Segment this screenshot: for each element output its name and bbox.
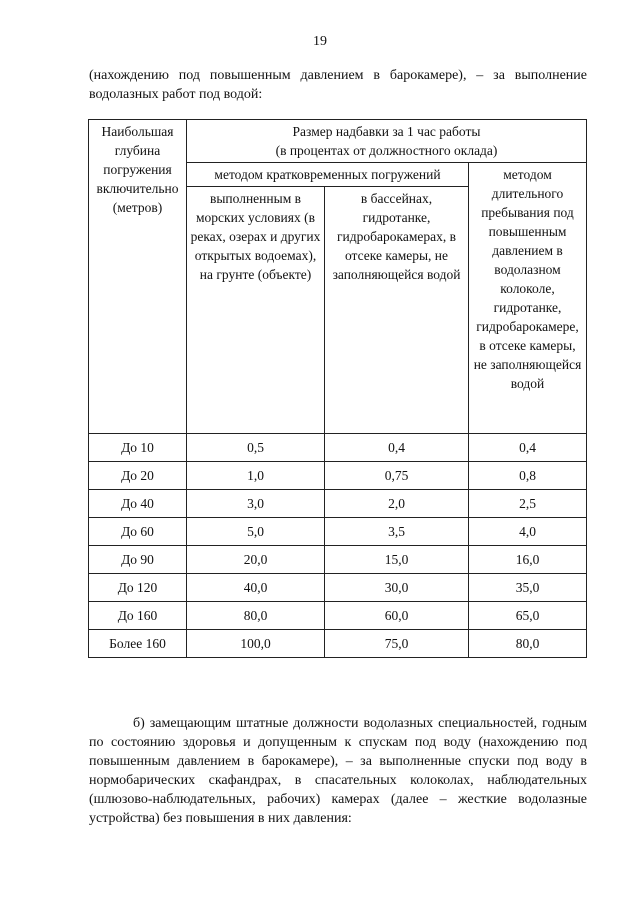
- allowance-header-line2: (в процентах от должностного оклада): [275, 143, 498, 158]
- pool-value-cell: 15,0: [325, 546, 469, 574]
- long-value-cell: 65,0: [469, 602, 587, 630]
- long-value-cell: 16,0: [469, 546, 587, 574]
- pool-value-cell: 3,5: [325, 518, 469, 546]
- pool-value-cell: 0,4: [325, 434, 469, 462]
- long-value-cell: 2,5: [469, 490, 587, 518]
- long-stay-method-header: методом длительного пребывания под повышенным давлением в водолазном колоколе, гидротанке, гидробарокамере, в отсеке камеры, не заполняющейся водой: [469, 163, 587, 434]
- depth-cell: До 90: [89, 546, 187, 574]
- long-value-cell: 4,0: [469, 518, 587, 546]
- table-row: [89, 434, 587, 462]
- table-row: [89, 462, 587, 490]
- depth-cell: До 20: [89, 462, 187, 490]
- allowance-table: [88, 119, 587, 658]
- table-row: [89, 490, 587, 518]
- sea-value-cell: 40,0: [187, 574, 325, 602]
- page-number: 19: [313, 34, 327, 49]
- depth-cell: До 160: [89, 602, 187, 630]
- intro-paragraph: (нахождению под повышенным давлением в барокамере), – за выполнение водолазных работ под водой:: [89, 68, 587, 102]
- pool-value-cell: 75,0: [325, 630, 469, 658]
- table-row: [89, 602, 587, 630]
- sea-value-cell: 0,5: [187, 434, 325, 462]
- short-term-method-header: методом кратковременных погружений: [187, 163, 469, 187]
- outro-paragraph: [89, 714, 587, 828]
- sea-value-cell: 100,0: [187, 630, 325, 658]
- pool-value-cell: 30,0: [325, 574, 469, 602]
- long-value-cell: 35,0: [469, 574, 587, 602]
- depth-cell: До 120: [89, 574, 187, 602]
- long-value-cell: 0,8: [469, 462, 587, 490]
- sea-value-cell: 20,0: [187, 546, 325, 574]
- depth-cell: До 60: [89, 518, 187, 546]
- allowance-column-header: [187, 120, 587, 163]
- allowance-header-line1: Размер надбавки за 1 час работы: [292, 124, 481, 139]
- table-row: [89, 518, 587, 546]
- sea-value-cell: 5,0: [187, 518, 325, 546]
- depth-cell: До 10: [89, 434, 187, 462]
- pool-value-cell: 2,0: [325, 490, 469, 518]
- depth-column-header: Наибольшая глубина погружения включительно (метров): [89, 120, 187, 434]
- table-row: [89, 574, 587, 602]
- depth-cell: Более 160: [89, 630, 187, 658]
- depth-cell: До 40: [89, 490, 187, 518]
- table-row: [89, 630, 587, 658]
- outro-text: б) замещающим штатные должности водолазных специальностей, годным по состоянию здоровья и допущенным к спускам под воду (нахождению под повышенным давлением в барокамере), – за выполненные спуски под воду в нормобарических скафандрах, в спасательных колоколах, наблюдательных (шлюзово-наблюдательных, рабочих) камерах (далее – жесткие водолазные устройства) без повышения в них давления:: [89, 716, 587, 826]
- long-value-cell: 0,4: [469, 434, 587, 462]
- sea-value-cell: 80,0: [187, 602, 325, 630]
- pool-value-cell: 0,75: [325, 462, 469, 490]
- short-term-sea-header: выполненным в морских условиях (в реках, озерах и других открытых водоемах), на грунте (объекте): [187, 187, 325, 434]
- sea-value-cell: 1,0: [187, 462, 325, 490]
- table-row: [89, 546, 587, 574]
- sea-value-cell: 3,0: [187, 490, 325, 518]
- short-term-pool-header: в бассейнах, гидротанке, гидробарокамерах, в отсеке камеры, не заполняющейся водой: [325, 187, 469, 434]
- long-value-cell: 80,0: [469, 630, 587, 658]
- pool-value-cell: 60,0: [325, 602, 469, 630]
